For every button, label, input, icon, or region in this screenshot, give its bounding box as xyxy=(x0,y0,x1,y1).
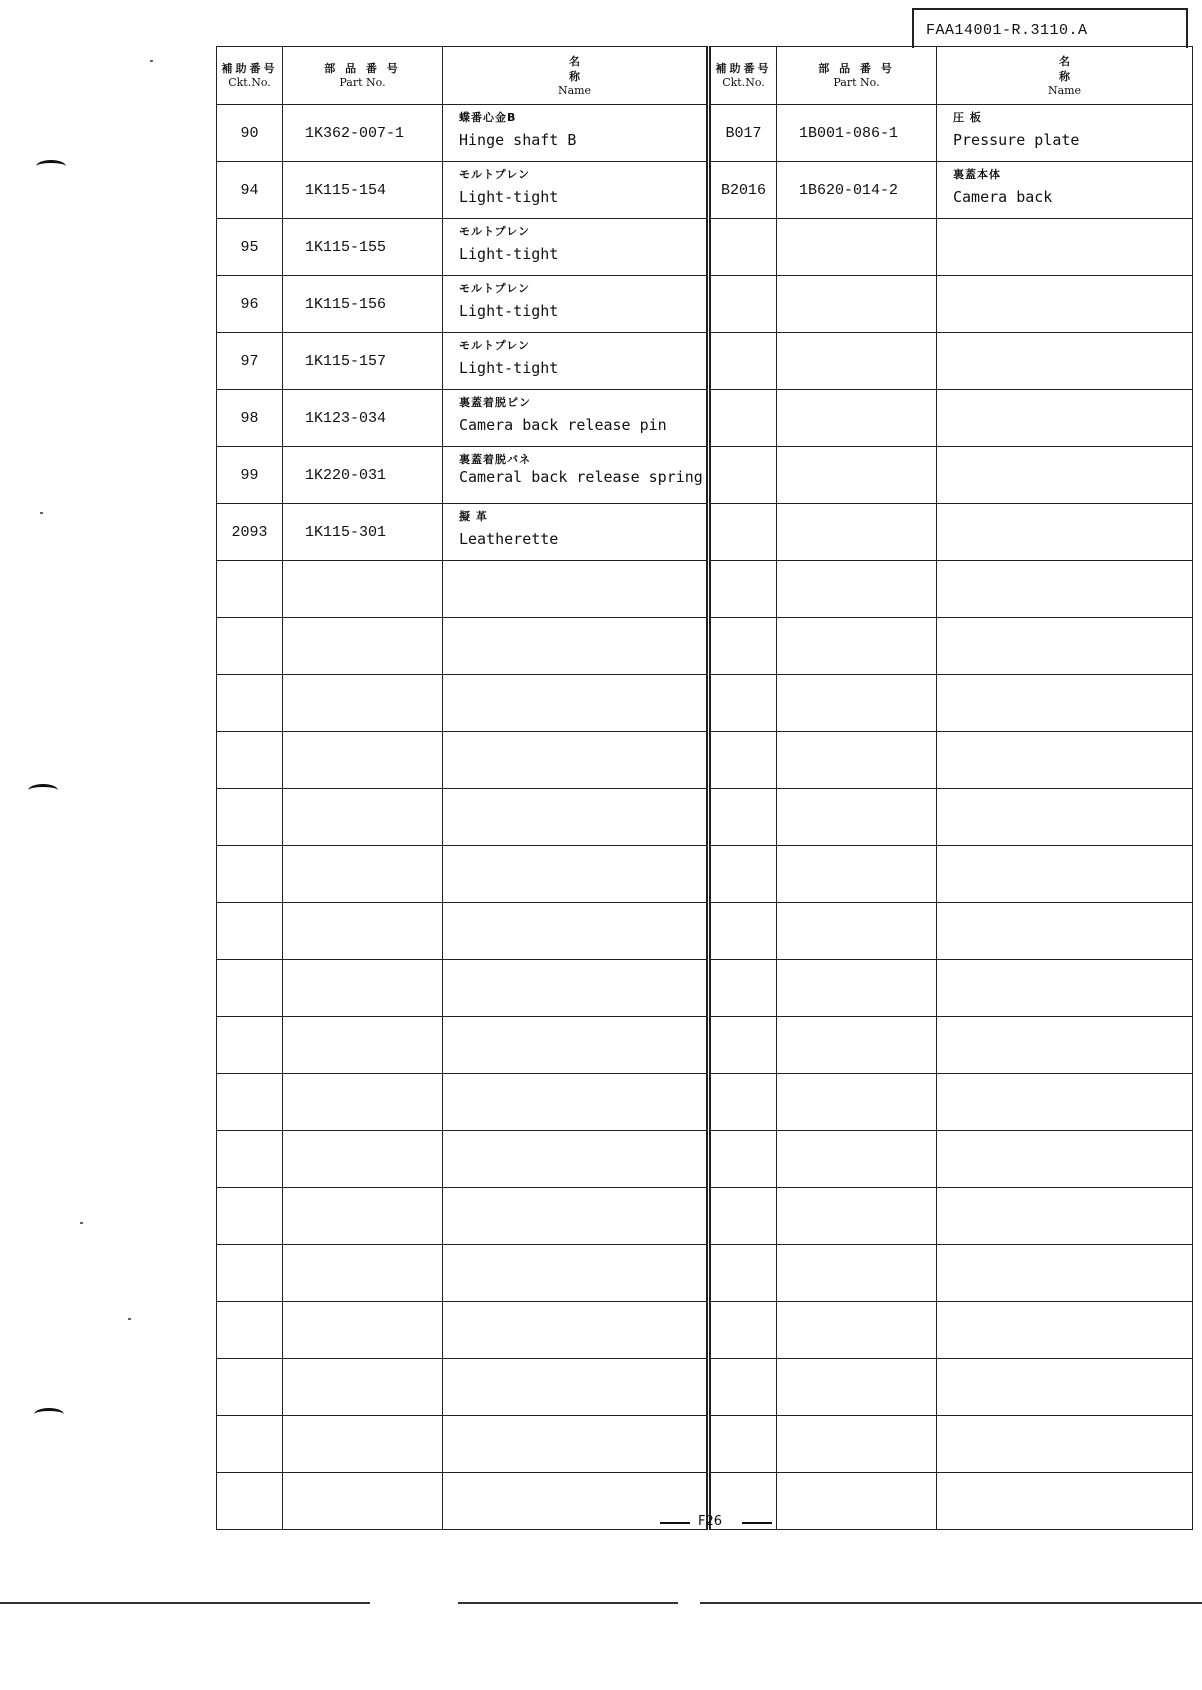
empty-cell xyxy=(443,960,709,1017)
name-english: Hinge shaft B xyxy=(459,131,577,149)
empty-cell xyxy=(443,561,709,618)
ckt-number-left: 98 xyxy=(217,390,283,447)
empty-cell xyxy=(937,1188,1193,1245)
empty-cell xyxy=(217,1074,283,1131)
name-english: Cameral back release spring xyxy=(459,468,703,486)
empty-cell xyxy=(709,675,777,732)
empty-cell xyxy=(443,903,709,960)
empty-cell xyxy=(777,1473,937,1530)
part-number-right: 1B620-014-2 xyxy=(777,162,937,219)
table-row xyxy=(217,162,1193,219)
empty-cell xyxy=(443,675,709,732)
name-cell-left xyxy=(443,219,709,276)
scan-speck xyxy=(80,1222,83,1224)
empty-cell xyxy=(443,1416,709,1473)
name-cell-right xyxy=(937,504,1193,561)
part-number-right xyxy=(777,504,937,561)
parts-table xyxy=(216,46,1193,1530)
empty-cell xyxy=(777,903,937,960)
empty-cell xyxy=(283,789,443,846)
table-row xyxy=(217,219,1193,276)
empty-cell xyxy=(283,1302,443,1359)
ckt-number-left: 96 xyxy=(217,276,283,333)
empty-cell xyxy=(217,1473,283,1530)
name-cell-right xyxy=(937,390,1193,447)
name-cell-right xyxy=(937,105,1193,162)
empty-cell xyxy=(937,789,1193,846)
document-id: FAA14001-R.3110.A xyxy=(912,8,1188,48)
table-row-empty xyxy=(217,903,1193,960)
empty-cell xyxy=(709,789,777,846)
empty-cell xyxy=(443,1074,709,1131)
empty-cell xyxy=(777,1416,937,1473)
empty-cell xyxy=(217,675,283,732)
page-number: F26 xyxy=(697,1514,723,1529)
name-japanese: 擬 革 xyxy=(459,510,488,523)
name-japanese: 裏蓋着脱バネ xyxy=(459,453,531,466)
table-row-empty xyxy=(217,1302,1193,1359)
empty-cell xyxy=(709,732,777,789)
empty-cell xyxy=(777,618,937,675)
part-number-left: 1K115-157 xyxy=(283,333,443,390)
empty-cell xyxy=(283,1074,443,1131)
empty-cell xyxy=(777,1131,937,1188)
table-row-empty xyxy=(217,1017,1193,1074)
table-row xyxy=(217,276,1193,333)
empty-cell xyxy=(217,618,283,675)
empty-cell xyxy=(709,1302,777,1359)
empty-cell xyxy=(217,1416,283,1473)
footer-rule-mid xyxy=(458,1602,678,1604)
empty-cell xyxy=(283,1131,443,1188)
empty-cell xyxy=(217,846,283,903)
table-row-empty xyxy=(217,618,1193,675)
name-cell-right xyxy=(937,276,1193,333)
ckt-number-right: B2016 xyxy=(709,162,777,219)
empty-cell xyxy=(937,1359,1193,1416)
table-row-empty xyxy=(217,732,1193,789)
empty-cell xyxy=(443,846,709,903)
ckt-number-right xyxy=(709,276,777,333)
empty-cell xyxy=(937,618,1193,675)
name-cell-left xyxy=(443,333,709,390)
name-japanese: 裏蓋着脱ピン xyxy=(459,396,531,409)
name-japanese: 圧 板 xyxy=(953,111,982,124)
empty-cell xyxy=(709,1245,777,1302)
name-cell-right xyxy=(937,162,1193,219)
empty-cell xyxy=(709,1359,777,1416)
name-english: Leatherette xyxy=(459,530,559,548)
empty-cell xyxy=(937,1416,1193,1473)
ckt-number-right xyxy=(709,219,777,276)
name-english: Light-tight xyxy=(459,359,559,377)
empty-cell xyxy=(443,1359,709,1416)
empty-cell xyxy=(937,1131,1193,1188)
ckt-number-left: 94 xyxy=(217,162,283,219)
empty-cell xyxy=(443,1302,709,1359)
empty-cell xyxy=(937,846,1193,903)
empty-cell xyxy=(283,732,443,789)
part-number-left: 1K123-034 xyxy=(283,390,443,447)
name-cell-right xyxy=(937,447,1193,504)
part-number-left: 1K115-301 xyxy=(283,504,443,561)
empty-cell xyxy=(283,1188,443,1245)
table-header-row xyxy=(217,47,1193,105)
empty-cell xyxy=(443,1245,709,1302)
header-ckt-left: 補助番号 Ckt.No. xyxy=(217,47,283,105)
empty-cell xyxy=(283,618,443,675)
part-number-right: 1B001-086-1 xyxy=(777,105,937,162)
empty-cell xyxy=(937,1017,1193,1074)
name-japanese: モルトプレン xyxy=(459,282,530,295)
part-number-right xyxy=(777,333,937,390)
ckt-number-right xyxy=(709,447,777,504)
empty-cell xyxy=(777,732,937,789)
empty-cell xyxy=(777,675,937,732)
name-english: Light-tight xyxy=(459,245,559,263)
empty-cell xyxy=(709,1188,777,1245)
table-row xyxy=(217,333,1193,390)
table-row-empty xyxy=(217,1416,1193,1473)
empty-cell xyxy=(777,1074,937,1131)
empty-cell xyxy=(283,1359,443,1416)
empty-cell xyxy=(709,1131,777,1188)
name-japanese: モルトプレン xyxy=(459,225,530,238)
empty-cell xyxy=(283,675,443,732)
table-row xyxy=(217,390,1193,447)
empty-cell xyxy=(283,903,443,960)
ckt-number-right: B017 xyxy=(709,105,777,162)
empty-cell xyxy=(217,1188,283,1245)
table-row-empty xyxy=(217,1074,1193,1131)
ckt-number-left: 99 xyxy=(217,447,283,504)
empty-cell xyxy=(937,1074,1193,1131)
empty-cell xyxy=(777,846,937,903)
empty-cell xyxy=(937,960,1193,1017)
part-number-left: 1K362-007-1 xyxy=(283,105,443,162)
table-row-empty xyxy=(217,1131,1193,1188)
table-row xyxy=(217,447,1193,504)
empty-cell xyxy=(217,732,283,789)
table-row-empty xyxy=(217,561,1193,618)
header-part-left: 部 品 番 号 Part No. xyxy=(283,47,443,105)
table-row-empty xyxy=(217,960,1193,1017)
empty-cell xyxy=(937,675,1193,732)
empty-cell xyxy=(443,618,709,675)
part-number-left: 1K115-155 xyxy=(283,219,443,276)
name-cell-left xyxy=(443,504,709,561)
empty-cell xyxy=(217,561,283,618)
empty-cell xyxy=(283,1017,443,1074)
empty-cell xyxy=(283,1245,443,1302)
empty-cell xyxy=(283,1473,443,1530)
table-row-empty xyxy=(217,789,1193,846)
empty-cell xyxy=(937,1302,1193,1359)
name-cell-left xyxy=(443,390,709,447)
name-japanese: モルトプレン xyxy=(459,168,530,181)
empty-cell xyxy=(709,618,777,675)
ckt-number-right xyxy=(709,390,777,447)
empty-cell xyxy=(937,1473,1193,1530)
footer-rule-right xyxy=(700,1602,1202,1604)
ckt-number-left: 2093 xyxy=(217,504,283,561)
empty-cell xyxy=(443,1188,709,1245)
header-name-left: 名 称 Name xyxy=(443,47,709,105)
empty-cell xyxy=(937,903,1193,960)
empty-cell xyxy=(443,732,709,789)
table-row-empty xyxy=(217,1188,1193,1245)
header-part-right: 部 品 番 号 Part No. xyxy=(777,47,937,105)
empty-cell xyxy=(217,789,283,846)
empty-cell xyxy=(937,1245,1193,1302)
empty-cell xyxy=(709,561,777,618)
part-number-right xyxy=(777,390,937,447)
empty-cell xyxy=(777,561,937,618)
page-dash-right xyxy=(742,1522,772,1524)
part-number-right xyxy=(777,219,937,276)
part-number-left: 1K115-154 xyxy=(283,162,443,219)
header-name-right: 名 称 Name xyxy=(937,47,1193,105)
empty-cell xyxy=(217,1131,283,1188)
empty-cell xyxy=(283,1416,443,1473)
empty-cell xyxy=(709,1017,777,1074)
binder-hole-mark xyxy=(28,784,58,797)
binder-hole-mark xyxy=(34,1408,64,1421)
empty-cell xyxy=(777,960,937,1017)
empty-cell xyxy=(777,1017,937,1074)
name-english: Camera back release pin xyxy=(459,416,667,434)
name-english: Pressure plate xyxy=(953,131,1080,149)
part-number-right xyxy=(777,447,937,504)
empty-cell xyxy=(217,1017,283,1074)
scan-speck xyxy=(150,60,153,62)
empty-cell xyxy=(443,1131,709,1188)
name-cell-left xyxy=(443,447,709,504)
table-row-empty xyxy=(217,1245,1193,1302)
empty-cell xyxy=(217,1359,283,1416)
scan-speck xyxy=(128,1318,131,1320)
ckt-number-right xyxy=(709,504,777,561)
name-english: Light-tight xyxy=(459,302,559,320)
ckt-number-left: 97 xyxy=(217,333,283,390)
header-ckt-right: 補助番号 Ckt.No. xyxy=(709,47,777,105)
name-cell-left xyxy=(443,105,709,162)
name-japanese: モルトプレン xyxy=(459,339,530,352)
part-number-right xyxy=(777,276,937,333)
name-japanese: 裏蓋本体 xyxy=(953,168,1001,181)
empty-cell xyxy=(283,960,443,1017)
table-row-empty xyxy=(217,1359,1193,1416)
empty-cell xyxy=(443,1017,709,1074)
empty-cell xyxy=(217,1302,283,1359)
empty-cell xyxy=(709,846,777,903)
name-cell-left xyxy=(443,162,709,219)
name-english: Camera back xyxy=(953,188,1053,206)
empty-cell xyxy=(217,960,283,1017)
empty-cell xyxy=(777,1302,937,1359)
empty-cell xyxy=(217,1245,283,1302)
binder-hole-mark xyxy=(36,160,66,173)
table-row-empty xyxy=(217,675,1193,732)
empty-cell xyxy=(937,561,1193,618)
ckt-number-left: 95 xyxy=(217,219,283,276)
scan-speck xyxy=(40,512,43,514)
name-cell-right xyxy=(937,333,1193,390)
footer-rule-left xyxy=(0,1602,370,1604)
empty-cell xyxy=(709,903,777,960)
empty-cell xyxy=(777,1188,937,1245)
part-number-left: 1K115-156 xyxy=(283,276,443,333)
empty-cell xyxy=(709,960,777,1017)
part-number-left: 1K220-031 xyxy=(283,447,443,504)
ckt-number-right xyxy=(709,333,777,390)
empty-cell xyxy=(777,1245,937,1302)
table-row xyxy=(217,504,1193,561)
empty-cell xyxy=(283,561,443,618)
ckt-number-left: 90 xyxy=(217,105,283,162)
empty-cell xyxy=(709,1416,777,1473)
table-row xyxy=(217,105,1193,162)
name-english: Light-tight xyxy=(459,188,559,206)
empty-cell xyxy=(777,1359,937,1416)
empty-cell xyxy=(443,789,709,846)
name-japanese: 蝶番心金B xyxy=(459,111,517,124)
table-row-empty xyxy=(217,846,1193,903)
empty-cell xyxy=(283,846,443,903)
empty-cell xyxy=(937,732,1193,789)
empty-cell xyxy=(217,903,283,960)
empty-cell xyxy=(709,1074,777,1131)
name-cell-left xyxy=(443,276,709,333)
name-cell-right xyxy=(937,219,1193,276)
empty-cell xyxy=(777,789,937,846)
